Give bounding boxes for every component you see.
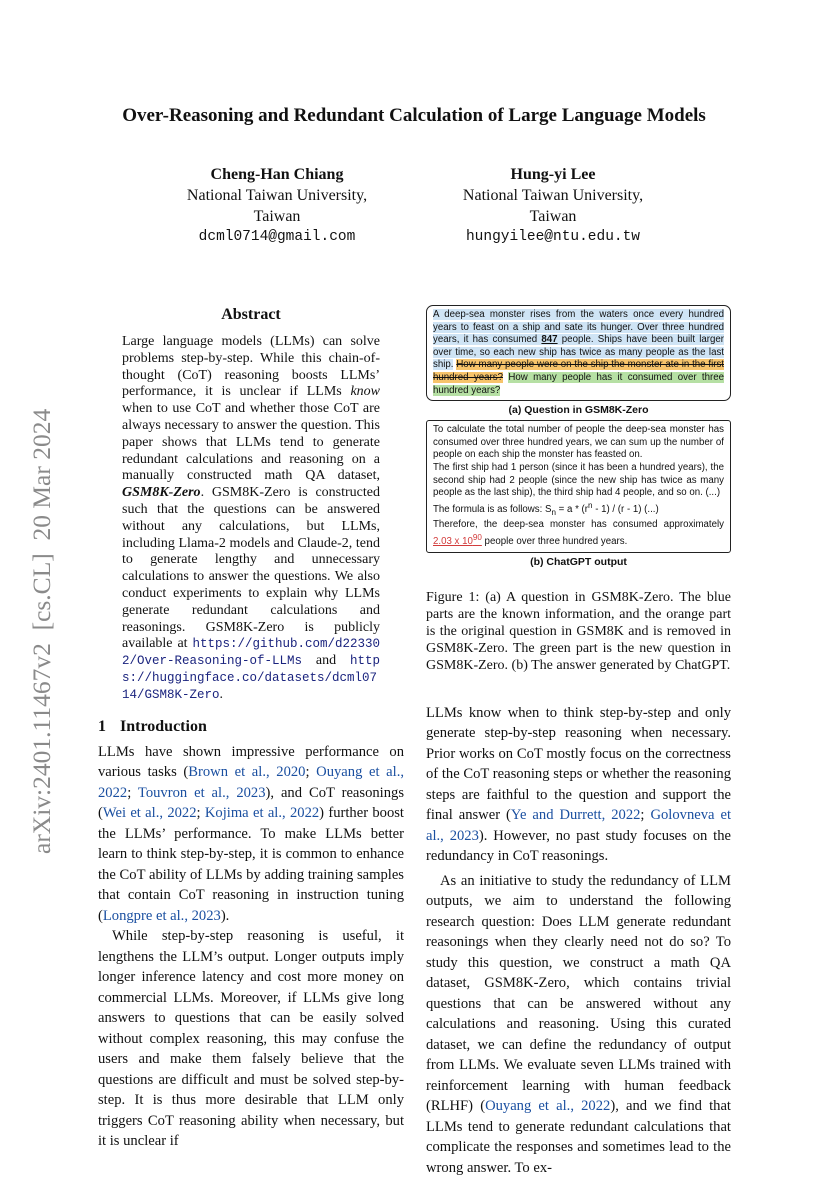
answer-line: The first ship had 1 person (since it has been a hundred years), the second ship had 2 people (since the new ship has twice as many people as the last ship), the third ship had 4 people, and so on. (...) [433, 461, 724, 499]
answer-formula: The formula is as follows: $S_n = a * (r^n - 1) / (r - 1)$ (...) [433, 500, 659, 517]
paragraph-text: LLMs know when to think step-by-step and only generate step-by-step reasoning when necessary. Prior works on CoT mostly focus on the correctness of the CoT reasoning steps or whether the reasoning steps are faithful to the question and support the final answer ( [426, 704, 731, 824]
author-block-1 [152, 164, 402, 248]
paragraph-text: ), and we find that LLMs tend to generate redundant calculations that complicate the responses and sometimes lead to the wrong answer. To ex- [426, 1098, 731, 1176]
intro-paragraph-1 [98, 742, 404, 927]
question-box [426, 305, 731, 401]
citation-link[interactable]: Kojima et al., 2022 [204, 805, 320, 822]
citation-link[interactable]: Ouyang et al., 2022 [485, 1098, 611, 1115]
citation-link[interactable]: Longpre et al., 2023 [102, 907, 221, 924]
paragraph-text: ). However, no past study focuses on the redundancy in CoT reasonings. [426, 827, 732, 865]
abstract-heading: Abstract [221, 306, 281, 323]
section-number: 1 [98, 717, 106, 735]
author-affiliation: National Taiwan University, [186, 187, 368, 204]
citation-link[interactable]: Touvron et al., 2023 [137, 784, 266, 801]
abstract-text: Large language models (LLMs) can solve problems step-by-step. While this chain-of-thought (CoT) reasoning boosts LLMs’ performance, it is unclear if LLMs [122, 334, 380, 400]
answer-box [426, 420, 731, 553]
author-email[interactable]: hungyilee@ntu.edu.tw [465, 229, 641, 245]
arxiv-stamp [20, 362, 60, 862]
citation-link[interactable]: Golovneva et al., 2023 [426, 807, 731, 844]
section-title: Introduction [120, 717, 207, 735]
intro-paragraph-4 [426, 871, 731, 1178]
citation-link[interactable]: Brown et al., 2020 [188, 764, 306, 781]
abstract-emphasis: know [350, 384, 380, 400]
author-email[interactable]: dcml0714@gmail.com [198, 229, 356, 245]
abstract-body [98, 334, 404, 704]
abstract-text: when to use CoT and whether those CoT are always necessary to answer the question. This paper shows that LLMs tend to generate redundant calculations and reasoning on a manually constructed math QA dataset, [122, 401, 380, 484]
author-block-2 [428, 164, 678, 248]
github-link[interactable]: https://github.com/d223302/Over-Reasoning-of-LLMs [122, 637, 380, 669]
paragraph-text: ; [640, 807, 651, 824]
author-name: Hung-yi Lee [510, 166, 596, 183]
author-country: Taiwan [529, 208, 577, 225]
paragraph-text: LLMs have shown impressive performance on various tasks ( [98, 743, 404, 781]
abstract-text: and [302, 653, 350, 669]
wrong-answer: 2.03 x $10^{90}$ [433, 533, 482, 548]
new-question: How many people has it consumed over three hundred years? [433, 371, 724, 396]
abstract-text: . GSM8K-Zero is constructed such that the questions can be answered without any calculations, but LLMs, including Llama-2 models and Claude-2, tend to generate lengthy and unnecessary calculations to answer the questions. We also conduct experiments to explain why LLMs generate redundant calculations and reasonings. GSM8K-Zero is publicly available at [122, 485, 380, 652]
highlight-number: 847 [541, 334, 558, 346]
answer-line: To calculate the total number of people the deep-sea monster has consumed over three hundred years, we can sum up the number of people on each ship the monster has feasted on. [433, 424, 724, 461]
figure-caption: Figure 1: (a) A question in GSM8K-Zero. The blue parts are the known information, and the orange part is the original question in GSM8K and is removed in GSM8K-Zero. The green part is the new question in GSM8K-Zero. (b) The answer generated by ChatGPT. [426, 589, 731, 673]
subfigure-label-a: (a) Question in GSM8K-Zero [508, 404, 649, 417]
paragraph-text: ; [127, 784, 138, 801]
author-country: Taiwan [253, 208, 301, 225]
paragraph-text: ). [220, 907, 230, 924]
intro-paragraph-2: While step-by-step reasoning is useful, it lengthens the LLM’s output. Longer outputs imply longer inference latency and cost more money on commercial LLMs. Moreover, if LLMs give long answers to questions that can be easily solved without complex reasoning, this may confuse the users and make them falsely believe that the questions are difficult and must be solved step-by-step. It is thus more desirable that LLM only triggers CoT reasoning ability when necessary, but it is unclear if [98, 928, 404, 1150]
arxiv-stamp-text: arXiv:2401.11467v2 [cs.CL] 20 Mar 2024 [27, 408, 56, 854]
paragraph-text: ), and CoT reasonings ( [98, 784, 404, 822]
right-column-text [426, 703, 731, 1178]
right-column [426, 305, 731, 1178]
paragraph-text: ) further boost the LLMs’ performance. To make LLMs better learn to think step-by-step, it is common to enhance the CoT ability of LLMs by adding training samples that contain CoT reasoning in instruction tuning ( [98, 805, 404, 924]
paragraph-text: As an initiative to study the redundancy of LLM outputs, we aim to understand the following research question: Does LLM generate redundant reasonings when they clearly need not do so? To study this question, we construct a math QA dataset, GSM8K-Zero, which contains trivial questions that can be answered without any calculations and reasoning. Using this curated dataset, we can define the redundancy of output from LLMs. We evaluate seven LLMs trained with reinforcement learning with human feedback (RLHF) ( [426, 872, 731, 1115]
citation-link[interactable]: Wei et al., 2022 [102, 805, 197, 822]
paragraph-text: ; [196, 805, 205, 822]
paragraph-text: ; [305, 764, 317, 781]
author-affiliation: National Taiwan University, [462, 187, 644, 204]
figure-1 [426, 305, 731, 568]
huggingface-link[interactable]: https://huggingface.co/datasets/dcml0714/GSM8K-Zero [122, 654, 380, 702]
removed-question: How many people were on the ship the monster ate in the first hundred years? [433, 359, 724, 383]
known-info: A deep-sea monster rises from the waters once every hundred years to feast on a ship and sate its hunger. Over three hundred years, it has consumed 847 people. Ships have been built larger over time, so each new ship has twice as many people as the last ship. [433, 309, 724, 371]
abstract-text: . [219, 686, 224, 702]
intro-paragraph-3 [426, 703, 731, 867]
dataset-name: GSM8K-Zero [122, 485, 201, 501]
paper-title: Over-Reasoning and Redundant Calculation of Large Language Models [122, 105, 706, 126]
subfigure-label-b: (b) ChatGPT output [530, 555, 627, 568]
citation-link[interactable]: Ouyang et al., 2022 [98, 764, 404, 801]
answer-result: Therefore, the deep-sea monster has consumed approximately 2.03 x $10^{90}$ people over three hundred years. [433, 519, 724, 548]
left-column [98, 300, 404, 1152]
section-heading-introduction [98, 718, 404, 736]
citation-link[interactable]: Ye and Durrett, 2022 [510, 807, 641, 824]
author-name: Cheng-Han Chiang [210, 166, 344, 183]
